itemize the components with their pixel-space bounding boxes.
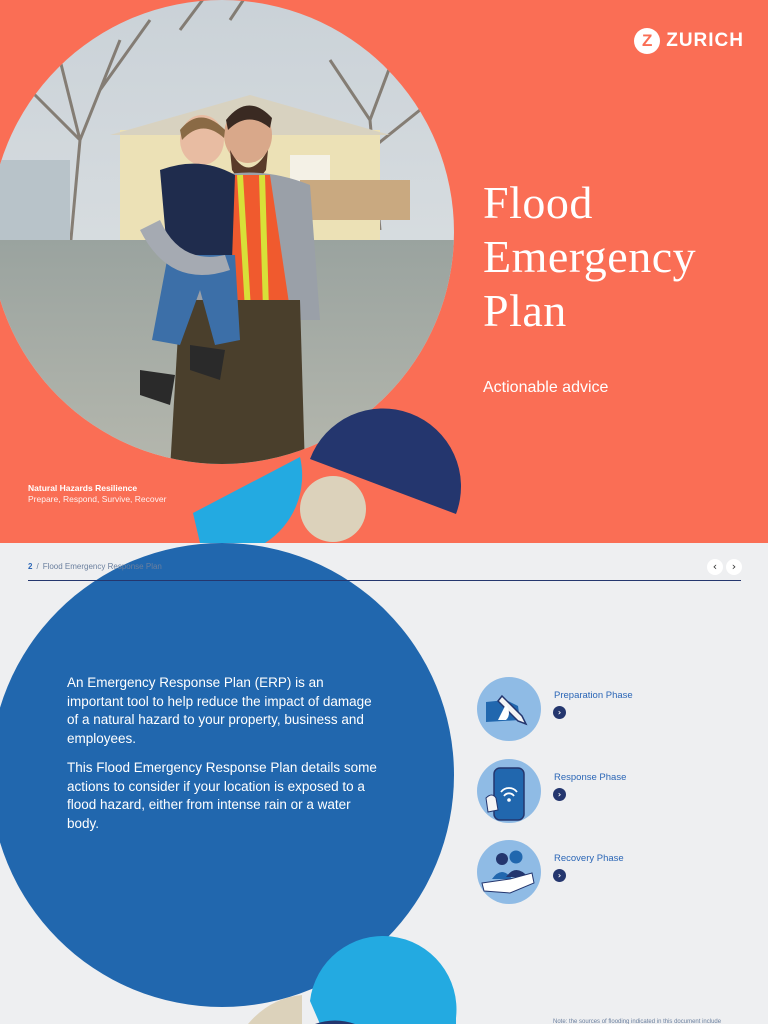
zurich-logo-icon: Z [634, 28, 660, 54]
intro-paragraph: An Emergency Response Plan (ERP) is an important tool to help reduce the impact of damage of a natural hazard to your property, business and employees. [67, 675, 372, 746]
header-divider [28, 580, 741, 581]
series-subtitle: Prepare, Respond, Survive, Recover [28, 494, 167, 504]
breadcrumb-section[interactable]: Flood Emergency Response Plan [42, 562, 162, 571]
intro-text [67, 674, 377, 844]
zurich-wordmark: ZURICH [666, 30, 744, 51]
chevron-right-icon[interactable]: › [553, 788, 566, 801]
next-page-button[interactable]: › [726, 559, 742, 575]
phase-label: Recovery Phase [554, 853, 624, 864]
phone-alert-icon [476, 758, 542, 824]
cover-title-line: Flood [483, 177, 593, 228]
series-title: Natural Hazards Resilience [28, 483, 138, 493]
chevron-right-icon[interactable]: › [553, 869, 566, 882]
chevron-right-icon[interactable]: › [553, 706, 566, 719]
prev-page-button[interactable]: ‹ [707, 559, 723, 575]
phase-label: Response Phase [554, 772, 627, 783]
page-number: 2 [28, 562, 33, 571]
breadcrumb [28, 562, 162, 571]
phase-label: Preparation Phase [554, 690, 633, 701]
footnote: Note: the sources of flooding indicated in this document include [553, 1019, 722, 1024]
breadcrumb-separator: / [36, 562, 39, 571]
phase-link-response[interactable] [476, 758, 756, 824]
people-support-icon [476, 839, 542, 905]
sky-blue-segment-shape [193, 457, 302, 543]
intro-paragraph: This Flood Emergency Response Plan details some actions to consider if your location is exposed to a flood hazard, either from intense rain or a water body. [67, 760, 377, 831]
photo-man-carrying-child-flood [0, 0, 480, 480]
cover-title-line: Plan [483, 285, 567, 336]
beige-circle-shape [300, 476, 366, 542]
intro-page [0, 543, 768, 1024]
cover-title-line: Emergency [483, 231, 697, 282]
pencil-hand-icon [476, 676, 542, 742]
zurich-logo[interactable] [634, 28, 744, 54]
series-info [28, 483, 166, 505]
cover-title [483, 176, 696, 338]
cover-subtitle: Actionable advice [483, 379, 609, 396]
phase-link-recovery[interactable] [476, 839, 756, 905]
phase-link-preparation[interactable] [476, 676, 756, 742]
